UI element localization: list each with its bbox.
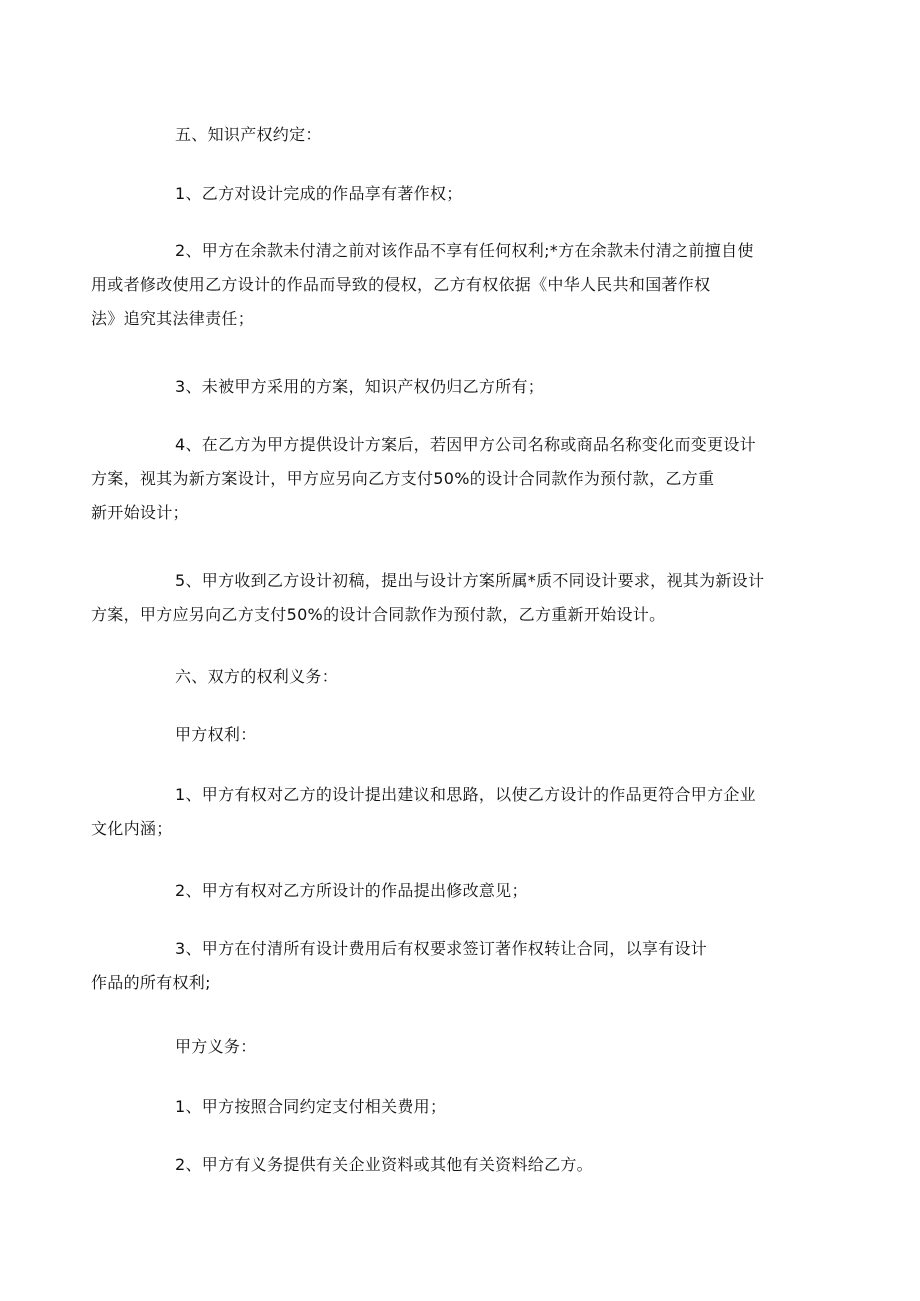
- text-line: 1、甲方有权对乙方的设计提出建议和思路，以使乙方设计的作品更符合甲方企业: [175, 785, 756, 804]
- text-line: 法》追究其法律责任；: [91, 309, 255, 328]
- clause-ip-1: [133, 177, 793, 211]
- subheading-party-a-duties: [133, 1030, 793, 1064]
- text-line: 5、甲方收到乙方设计初稿，提出与设计方案所属*质不同设计要求，视其为新设计: [175, 571, 765, 590]
- text-line: 甲方义务：: [175, 1037, 257, 1056]
- text-line: 六、双方的权利义务：: [175, 667, 339, 686]
- clause-ip-2: [91, 234, 793, 336]
- text-line: 1、乙方对设计完成的作品享有著作权；: [175, 184, 463, 203]
- text-line: 2、甲方有权对乙方所设计的作品提出修改意见；: [175, 881, 528, 900]
- subheading-party-a-rights: [133, 718, 793, 752]
- text-line: 4、在乙方为甲方提供设计方案后，若因甲方公司名称或商品名称变化而变更设计: [175, 435, 756, 454]
- text-line: 用或者修改使用乙方设计的作品而导致的侵权，乙方有权依据《中华人民共和国著作权: [91, 275, 711, 294]
- section-heading-rights: [133, 660, 793, 694]
- text-line: 3、未被甲方采用的方案，知识产权仍归乙方所有；: [175, 377, 545, 396]
- text-line: 新开始设计；: [91, 503, 189, 522]
- text-line: 文化内涵；: [91, 819, 173, 838]
- clause-rights-1: [91, 778, 793, 846]
- text-line: 2、甲方在余款未付清之前对该作品不享有任何权利;*方在余款未付清之前擅自使: [175, 241, 754, 260]
- section-heading-ip: [133, 118, 793, 152]
- text-line: 2、甲方有义务提供有关企业资料或其他有关资料给乙方。: [175, 1155, 593, 1174]
- text-line: 甲方权利：: [175, 725, 257, 744]
- text-line: 方案，视其为新方案设计，甲方应另向乙方支付50%的设计合同款作为预付款，乙方重: [91, 469, 715, 488]
- clause-duties-1: [133, 1090, 793, 1124]
- clause-rights-2: [133, 874, 793, 908]
- clause-ip-5: [91, 564, 793, 632]
- clause-ip-3: [133, 370, 793, 404]
- text-line: 五、知识产权约定：: [175, 125, 322, 144]
- text-line: 作品的所有权利;: [91, 973, 211, 992]
- text-line: 3、甲方在付清所有设计费用后有权要求签订著作权转让合同，以享有设计: [175, 939, 708, 958]
- text-line: 1、甲方按照合同约定支付相关费用；: [175, 1097, 447, 1116]
- clause-duties-2: [133, 1148, 793, 1182]
- clause-ip-4: [91, 428, 793, 530]
- text-line: 方案，甲方应另向乙方支付50%的设计合同款作为预付款，乙方重新开始设计。: [91, 605, 666, 624]
- clause-rights-3: [91, 932, 793, 1000]
